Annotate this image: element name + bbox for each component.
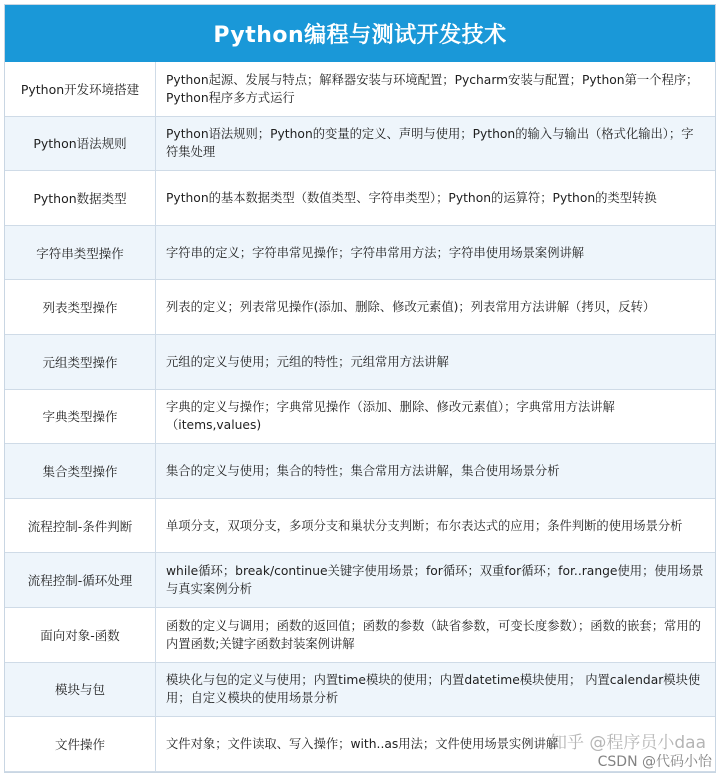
- row-topic: 面向对象-函数: [5, 608, 156, 662]
- row-topic: Python开发环境搭建: [5, 62, 156, 116]
- watermark-csdn: CSDN @代码小怡: [597, 754, 712, 770]
- row-content: 元组的定义与使用；元组的特性；元组常用方法讲解: [166, 354, 449, 369]
- row-topic: 文件操作: [5, 717, 156, 771]
- table-row: [5, 608, 715, 663]
- row-content: 字符串的定义；字符串常见操作；字符串常用方法；字符串使用场景案例讲解: [166, 245, 585, 260]
- row-topic: 字典类型操作: [5, 390, 156, 444]
- row-topic: 元组类型操作: [5, 335, 156, 389]
- row-topic: 集合类型操作: [5, 444, 156, 498]
- row-content: 列表的定义；列表常见操作(添加、删除、修改元素值)；列表常用方法讲解（拷贝，反转）: [166, 300, 656, 315]
- table-row: [5, 280, 715, 335]
- table-row: [5, 390, 715, 445]
- table-row: [5, 499, 715, 554]
- row-content: 模块化与包的定义与使用；内置time模块的使用；内置datetime模块使用； 内置calendar模块使用；自定义模块的使用场景分析: [166, 673, 701, 706]
- row-content: 函数的定义与调用；函数的返回值；函数的参数（缺省参数，可变长度参数）；函数的嵌套；常用的内置函数;关键字函数封装案例讲解: [166, 618, 701, 651]
- table-row: [5, 335, 715, 390]
- table-row: [5, 553, 715, 608]
- course-table-frame: [4, 4, 716, 773]
- table-row: [5, 663, 715, 718]
- row-topic: 流程控制-条件判断: [5, 499, 156, 553]
- table-row: [5, 171, 715, 226]
- table-row: [5, 117, 715, 172]
- row-content: 单项分支，双项分支，多项分支和巢状分支判断；布尔表达式的应用；条件判断的使用场景分析: [166, 518, 683, 533]
- table-row: [5, 62, 715, 117]
- row-content: 文件对象；文件读取、写入操作；with..as用法；文件使用场景实例讲解: [166, 736, 559, 751]
- row-topic: 字符串类型操作: [5, 226, 156, 280]
- course-table: [5, 62, 715, 772]
- row-content: while循环；break/continue关键字使用场景；for循环；双重for循环；for..range使用；使用场景与真实案例分析: [166, 564, 704, 597]
- row-content: Python的基本数据类型（数值类型、字符串类型）；Python的运算符；Python的类型转换: [166, 190, 657, 205]
- row-topic: 模块与包: [5, 663, 156, 717]
- row-topic: Python语法规则: [5, 117, 156, 171]
- table-row: [5, 444, 715, 499]
- row-topic: 流程控制-循环处理: [5, 553, 156, 607]
- table-title: Python编程与测试开发技术: [5, 5, 715, 62]
- row-topic: Python数据类型: [5, 171, 156, 225]
- row-topic: 列表类型操作: [5, 280, 156, 334]
- row-content: Python语法规则；Python的变量的定义、声明与使用；Python的输入与输出（格式化输出）；字符集处理: [166, 127, 694, 160]
- row-content: 集合的定义与使用；集合的特性；集合常用方法讲解，集合使用场景分析: [166, 463, 560, 478]
- table-row: [5, 226, 715, 281]
- row-content: Python起源、发展与特点；解释器安装与环境配置；Pycharm安装与配置；Python第一个程序；Python程序多方式运行: [166, 72, 699, 105]
- row-content: 字典的定义与操作；字典常见操作（添加、删除、修改元素值）；字典常用方法讲解（items,values): [166, 400, 615, 433]
- watermark-zhihu: 知乎 @程序员小daa: [549, 733, 706, 753]
